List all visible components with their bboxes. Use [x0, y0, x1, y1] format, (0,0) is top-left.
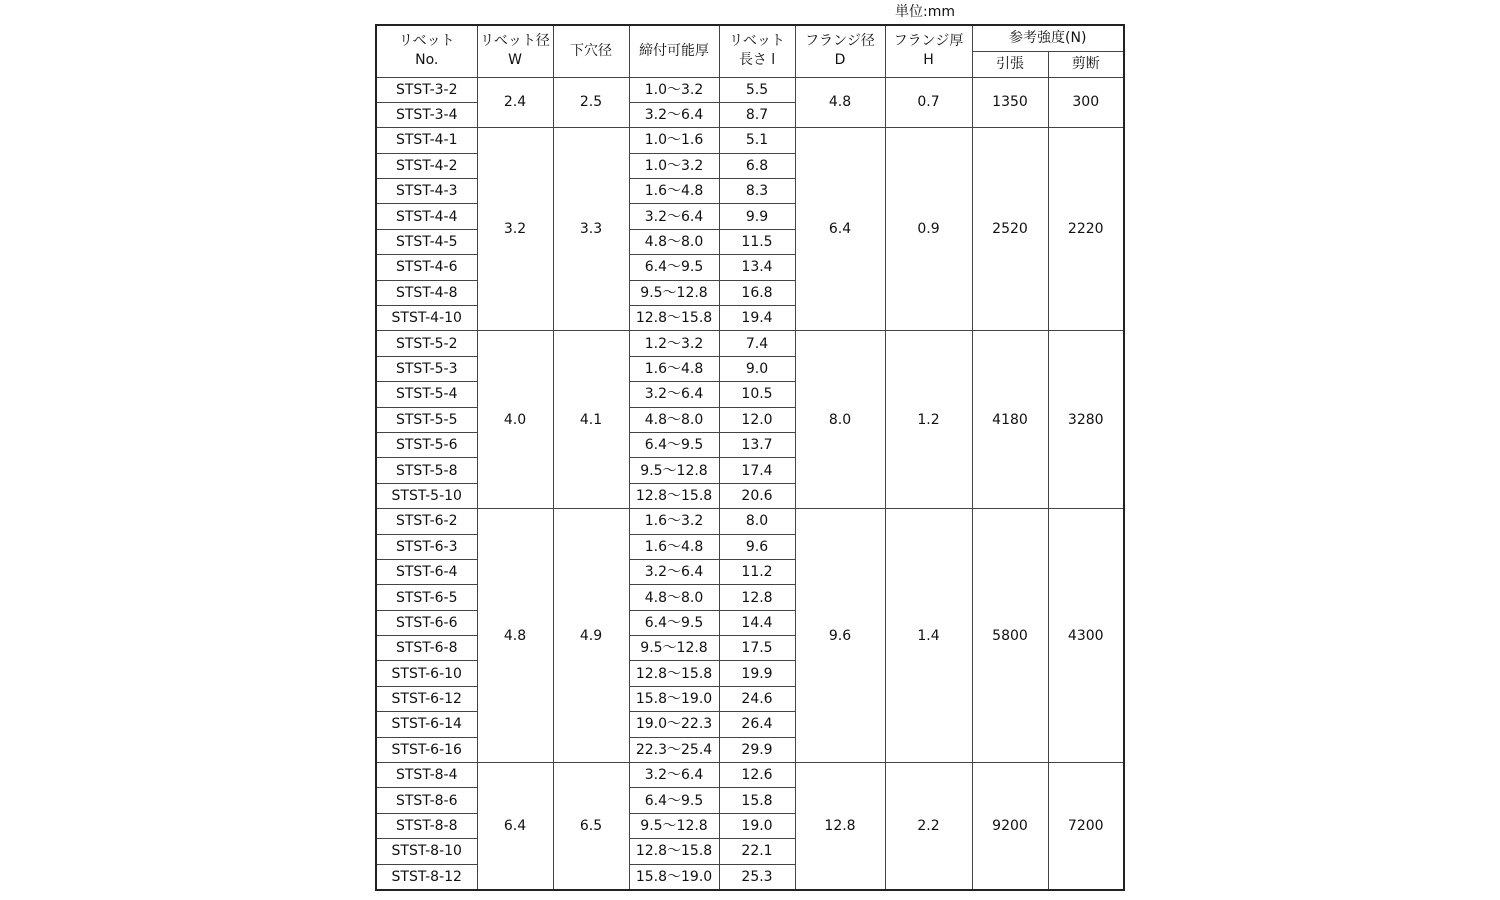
cell-rivet-length: 13.4: [719, 255, 795, 280]
cell-rivet-length: 5.1: [719, 128, 795, 153]
cell-rivet-no: STST-5-3: [376, 356, 477, 381]
cell-rivet-length: 11.2: [719, 559, 795, 584]
cell-rivet-length: 24.6: [719, 686, 795, 711]
header-tensile: 引張: [972, 51, 1048, 77]
cell-rivet-diameter: 3.2: [477, 128, 553, 331]
cell-rivet-no: STST-8-12: [376, 864, 477, 889]
cell-rivet-length: 9.6: [719, 534, 795, 559]
cell-rivet-no: STST-6-4: [376, 559, 477, 584]
cell-hole-diameter: 6.5: [553, 763, 629, 890]
cell-rivet-no: STST-3-4: [376, 102, 477, 127]
cell-grip-range: 3.2～6.4: [629, 382, 719, 407]
cell-rivet-no: STST-6-10: [376, 661, 477, 686]
table-row: [376, 763, 1124, 788]
cell-tensile-strength: 1350: [972, 77, 1048, 128]
table-row: [376, 509, 1124, 534]
rivet-spec-table: [375, 24, 1125, 891]
cell-grip-range: 3.2～6.4: [629, 102, 719, 127]
cell-rivet-no: STST-5-2: [376, 331, 477, 356]
cell-grip-range: 4.8～8.0: [629, 407, 719, 432]
header-rivet-diameter-line2: W: [508, 52, 522, 69]
cell-rivet-no: STST-6-16: [376, 737, 477, 762]
cell-grip-range: 1.6～4.8: [629, 534, 719, 559]
table-row: [376, 128, 1124, 153]
cell-rivet-no: STST-6-3: [376, 534, 477, 559]
cell-grip-range: 9.5～12.8: [629, 636, 719, 661]
cell-rivet-length: 19.4: [719, 306, 795, 331]
header-flange-diameter-line1: フランジ径: [805, 33, 875, 50]
table-body: [376, 77, 1124, 890]
header-rivet-length-line1: リベット: [729, 33, 785, 50]
cell-grip-range: 6.4～9.5: [629, 255, 719, 280]
header-flange-thickness-line2: H: [923, 52, 934, 69]
cell-flange-thickness: 1.2: [885, 331, 972, 509]
cell-rivet-length: 12.6: [719, 763, 795, 788]
cell-grip-range: 6.4～9.5: [629, 610, 719, 635]
cell-rivet-no: STST-4-4: [376, 204, 477, 229]
cell-grip-range: 1.2～3.2: [629, 331, 719, 356]
cell-grip-range: 12.8～15.8: [629, 483, 719, 508]
cell-grip-range: 3.2～6.4: [629, 763, 719, 788]
cell-rivet-length: 16.8: [719, 280, 795, 305]
table-row: [376, 331, 1124, 356]
header-rivet-no-line2: No.: [415, 52, 439, 69]
cell-grip-range: 1.6～4.8: [629, 179, 719, 204]
cell-flange-diameter: 6.4: [795, 128, 885, 331]
cell-grip-range: 3.2～6.4: [629, 559, 719, 584]
cell-grip-range: 1.0～1.6: [629, 128, 719, 153]
cell-rivet-no: STST-4-1: [376, 128, 477, 153]
cell-shear-strength: 2220: [1048, 128, 1124, 331]
header-rivet-no-line1: リベット: [398, 33, 455, 50]
cell-hole-diameter: 2.5: [553, 77, 629, 128]
cell-grip-range: 19.0～22.3: [629, 712, 719, 737]
cell-rivet-no: STST-8-8: [376, 813, 477, 838]
cell-shear-strength: 300: [1048, 77, 1124, 128]
cell-rivet-no: STST-4-6: [376, 255, 477, 280]
table-header: [376, 25, 1124, 77]
cell-rivet-no: STST-4-10: [376, 306, 477, 331]
header-rivet-length-line2: 長さ l: [738, 52, 776, 69]
cell-flange-diameter: 12.8: [795, 763, 885, 890]
cell-flange-thickness: 0.7: [885, 77, 972, 128]
cell-grip-range: 1.0～3.2: [629, 77, 719, 102]
cell-rivet-no: STST-8-10: [376, 839, 477, 864]
cell-rivet-no: STST-5-8: [376, 458, 477, 483]
cell-rivet-length: 17.5: [719, 636, 795, 661]
cell-grip-range: 6.4～9.5: [629, 432, 719, 457]
header-rivet-length: [719, 25, 795, 77]
header-rivet-diameter-line1: リベット径: [480, 33, 550, 50]
cell-rivet-diameter: 6.4: [477, 763, 553, 890]
cell-rivet-no: STST-6-8: [376, 636, 477, 661]
cell-grip-range: 3.2～6.4: [629, 204, 719, 229]
header-hole-diameter: 下穴径: [553, 25, 629, 77]
header-flange-thickness-line1: フランジ厚: [893, 33, 964, 50]
cell-tensile-strength: 5800: [972, 509, 1048, 763]
cell-rivet-length: 12.8: [719, 585, 795, 610]
cell-grip-range: 15.8～19.0: [629, 686, 719, 711]
cell-rivet-no: STST-8-6: [376, 788, 477, 813]
cell-rivet-diameter: 4.8: [477, 509, 553, 763]
unit-label: 単位:mm: [895, 4, 955, 20]
cell-grip-range: 15.8～19.0: [629, 864, 719, 889]
cell-tensile-strength: 4180: [972, 331, 1048, 509]
cell-rivet-length: 8.7: [719, 102, 795, 127]
cell-grip-range: 9.5～12.8: [629, 458, 719, 483]
cell-rivet-no: STST-6-6: [376, 610, 477, 635]
cell-grip-range: 1.0～3.2: [629, 153, 719, 178]
cell-rivet-no: STST-4-2: [376, 153, 477, 178]
cell-rivet-no: STST-6-12: [376, 686, 477, 711]
cell-rivet-length: 15.8: [719, 788, 795, 813]
cell-grip-range: 6.4～9.5: [629, 788, 719, 813]
header-rivet-no: [376, 25, 477, 77]
cell-grip-range: 12.8～15.8: [629, 306, 719, 331]
cell-rivet-no: STST-6-5: [376, 585, 477, 610]
cell-rivet-no: STST-4-8: [376, 280, 477, 305]
cell-rivet-diameter: 4.0: [477, 331, 553, 509]
cell-rivet-no: STST-8-4: [376, 763, 477, 788]
cell-rivet-diameter: 2.4: [477, 77, 553, 128]
cell-rivet-no: STST-6-14: [376, 712, 477, 737]
cell-tensile-strength: 2520: [972, 128, 1048, 331]
cell-rivet-length: 9.0: [719, 356, 795, 381]
table-row: [376, 77, 1124, 102]
cell-rivet-length: 19.0: [719, 813, 795, 838]
cell-rivet-length: 8.3: [719, 179, 795, 204]
cell-flange-diameter: 9.6: [795, 509, 885, 763]
cell-rivet-length: 25.3: [719, 864, 795, 889]
cell-grip-range: 1.6～4.8: [629, 356, 719, 381]
cell-rivet-length: 8.0: [719, 509, 795, 534]
header-flange-diameter-line2: D: [834, 52, 846, 69]
cell-rivet-length: 5.5: [719, 77, 795, 102]
cell-grip-range: 22.3～25.4: [629, 737, 719, 762]
cell-shear-strength: 4300: [1048, 509, 1124, 763]
header-shear: 剪断: [1048, 51, 1124, 77]
cell-flange-thickness: 0.9: [885, 128, 972, 331]
cell-rivet-no: STST-5-4: [376, 382, 477, 407]
cell-rivet-length: 9.9: [719, 204, 795, 229]
cell-grip-range: 9.5～12.8: [629, 280, 719, 305]
cell-grip-range: 4.8～8.0: [629, 229, 719, 254]
cell-grip-range: 4.8～8.0: [629, 585, 719, 610]
cell-rivet-no: STST-6-2: [376, 509, 477, 534]
cell-grip-range: 1.6～3.2: [629, 509, 719, 534]
cell-grip-range: 9.5～12.8: [629, 813, 719, 838]
cell-rivet-no: STST-4-5: [376, 229, 477, 254]
cell-rivet-length: 20.6: [719, 483, 795, 508]
cell-rivet-length: 6.8: [719, 153, 795, 178]
cell-rivet-length: 19.9: [719, 661, 795, 686]
cell-hole-diameter: 3.3: [553, 128, 629, 331]
header-flange-thickness: [885, 25, 972, 77]
cell-rivet-length: 11.5: [719, 229, 795, 254]
cell-hole-diameter: 4.9: [553, 509, 629, 763]
cell-rivet-no: STST-3-2: [376, 77, 477, 102]
cell-tensile-strength: 9200: [972, 763, 1048, 890]
header-rivet-diameter: [477, 25, 553, 77]
cell-shear-strength: 7200: [1048, 763, 1124, 890]
cell-flange-thickness: 2.2: [885, 763, 972, 890]
cell-rivet-no: STST-5-10: [376, 483, 477, 508]
cell-flange-diameter: 4.8: [795, 77, 885, 128]
cell-rivet-length: 29.9: [719, 737, 795, 762]
cell-grip-range: 12.8～15.8: [629, 661, 719, 686]
cell-rivet-length: 26.4: [719, 712, 795, 737]
cell-rivet-length: 10.5: [719, 382, 795, 407]
header-flange-diameter: [795, 25, 885, 77]
cell-flange-thickness: 1.4: [885, 509, 972, 763]
cell-rivet-no: STST-5-5: [376, 407, 477, 432]
cell-hole-diameter: 4.1: [553, 331, 629, 509]
cell-rivet-no: STST-5-6: [376, 432, 477, 457]
cell-rivet-length: 22.1: [719, 839, 795, 864]
cell-rivet-no: STST-4-3: [376, 179, 477, 204]
cell-rivet-length: 12.0: [719, 407, 795, 432]
cell-rivet-length: 17.4: [719, 458, 795, 483]
cell-rivet-length: 7.4: [719, 331, 795, 356]
cell-flange-diameter: 8.0: [795, 331, 885, 509]
header-grip-range: 締付可能厚: [629, 25, 719, 77]
cell-shear-strength: 3280: [1048, 331, 1124, 509]
cell-rivet-length: 13.7: [719, 432, 795, 457]
cell-rivet-length: 14.4: [719, 610, 795, 635]
header-reference-strength: 参考強度(N): [972, 25, 1124, 51]
cell-grip-range: 12.8～15.8: [629, 839, 719, 864]
